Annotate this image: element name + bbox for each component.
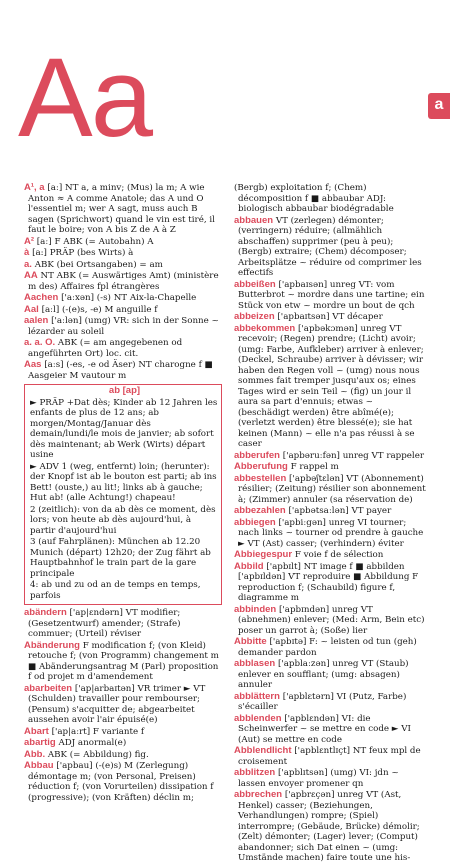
headword: aalen: [24, 315, 49, 326]
headword: Abbitte: [234, 636, 267, 647]
headword: abbrechen: [234, 789, 283, 800]
entry-definition: F voie f de sélection: [294, 550, 384, 560]
entry-definition: ['ap|arbaɪtən] VR trimer ► VT (Schulden) travailler pour rembourser; (Pensum) s'acquitter de; abgearbeitet aussehen avoir l'air épuisé(e): [28, 683, 206, 725]
entry-definition: ['apblɛndən] VI: die Scheinwerfer ~ se mettre en code ► VI (Aut) se mettre en code: [238, 713, 411, 745]
entry-definition: ['apbaɪsən] unreg VT: vom Butterbrot ~ mordre dans une tartine; ein Stück von etw ~ mordre un bout de qch: [238, 279, 425, 311]
entry-list: [234, 183, 426, 864]
headword: Abänderung: [24, 639, 80, 651]
dictionary-entry: [24, 608, 222, 640]
entry-definition: ['apbəʃtɛlən] VT (Abonnement) résilier; (Zeitung) résilier son abonnement à; (Zimmer) annuler (sa réservation de): [238, 473, 426, 505]
entry-definition: F rappel m: [290, 462, 339, 472]
dictionary-entry: [234, 518, 426, 550]
sense-paragraph: 2 (zeitlich): von da ab dès ce moment, dès lors; von heute ab dès aujourd'hui, à partir d'aujourd'hui: [30, 504, 216, 536]
entry-definition: ABK (bei Ortsangaben) = am: [34, 259, 163, 270]
dictionary-entry: [234, 605, 426, 637]
entry-definition: ['apblɛtərn] VI (Putz, Farbe) s'écailler: [238, 691, 407, 712]
headword: Abart: [24, 725, 49, 737]
headword: abbezahlen: [234, 505, 286, 516]
entry-definition: ['apblɛntlɪçt] NT feux mpl de croisement: [238, 746, 421, 767]
dictionary-entry: [234, 637, 426, 658]
headword: A¹, a: [24, 182, 45, 193]
headword: abblenden: [234, 712, 282, 724]
dictionary-entry: [24, 260, 222, 271]
dictionary-entry: [234, 692, 426, 713]
entry-definition: ['apbɪndən] unreg VT (abnehmen) enlever; (Med: Arm, Bein etc) poser un garrot à; (Soße) lier: [238, 604, 425, 636]
entry-definition: ['ap|aːrt] F variante f: [51, 726, 145, 737]
dictionary-entry: [24, 360, 222, 381]
dictionary-entry: [234, 562, 426, 604]
dictionary-entry: [234, 183, 426, 215]
headword: Aas: [24, 359, 42, 370]
headword: abarbeiten: [24, 682, 73, 694]
entry-definition: ['apblɪtsən] (umg) VI: jdn ~ lassen envoyer promener qn: [238, 768, 399, 789]
dictionary-entry: [24, 293, 222, 304]
headword: Abbau: [24, 760, 54, 771]
entry-definition: ['aːxən] (-s) NT Aix-la-Chapelle: [61, 293, 197, 303]
entry-definition: ['apblaːzən] unreg VT (Staub) enlever en soufflant; (umg: absagen) annuler: [238, 659, 409, 690]
entry-definition: ['aːlən] (umg) VR: sich in der Sonne ~ lézarder au soleil: [28, 316, 219, 337]
entry-definition: ['apbɪlt] NT image f ■ abbilden ['apbɪldən] VT reproduire ■ Abbildung F reproduction f; (Schaubild) figure f, diagramme m: [238, 561, 419, 603]
entry-list: [24, 183, 222, 381]
headword: à: [24, 247, 30, 258]
entry-definition: ['apbaɪtsən] VT décaper: [277, 312, 383, 322]
dictionary-entry: [24, 738, 222, 749]
entry-definition: ['apbau] (-(e)s) M (Zerlegung) démontage m; (von Personal, Preisen) réduction f; (von Vorurteilen) dissipation f (progressive); (von Kräften) déclin m;: [28, 761, 214, 803]
headword: abblasen: [234, 658, 276, 669]
headword: a.: [24, 258, 32, 270]
entry-definition: ABK (= Abbildung) fig.: [47, 749, 149, 760]
entry-definition: [aː] F ABK (= Autobahn) A: [36, 236, 154, 247]
headword: A²: [24, 235, 35, 247]
dictionary-entry: [234, 312, 426, 323]
headword: Aal: [24, 303, 39, 315]
headword: abartig: [24, 737, 56, 748]
dictionary-entry: [24, 271, 222, 292]
dictionary-entry: [234, 768, 426, 789]
dictionary-entry: [234, 280, 426, 312]
dictionary-entry: [24, 727, 222, 738]
headword: abbinden: [234, 603, 277, 615]
ab-entry-box: [24, 384, 222, 605]
dictionary-entry: [234, 474, 426, 506]
headword: abändern: [24, 607, 67, 618]
left-column: [24, 183, 222, 804]
entry-definition: ['apbətsaːlən] VT payer: [288, 506, 392, 516]
entry-definition: [a:] PRÄP (bes Wirts) à: [32, 248, 134, 258]
entry-definition: ['apbiːgən] unreg VI tourner; nach links ~ tourner od prendre à gauche ► VT (Ast) casser; (verhindern) éviter: [238, 517, 424, 549]
dictionary-entry: [24, 237, 222, 248]
dictionary-entry: [24, 316, 222, 337]
entry-definition: ['ap|ɛndərn] VT modifier; (Gesetzentwurf) amender; (Strafe) commuer; (Urteil) réviser: [28, 608, 181, 639]
headword: abbekommen: [234, 322, 296, 334]
sense-paragraph: ► PRÄP +Dat dès; Kinder ab 12 Jahren les enfants de plus de 12 ans; ab morgen/Montag/Januar dès demain/lundi/le mois de janvier; ab sofort dès maintenant; ab Werk (Wirts) départ usine: [30, 397, 218, 460]
sense-paragraph: 4: ab und zu od an de temps en temps, parfois: [30, 580, 201, 601]
dictionary-entry: [234, 659, 426, 691]
headword: Aachen: [24, 292, 59, 303]
dictionary-entry: [234, 462, 426, 473]
dictionary-entry: [234, 550, 426, 561]
headword: abbestellen: [234, 472, 287, 484]
headword: AA: [24, 270, 38, 281]
dictionary-entry: [234, 506, 426, 517]
headword: Abblendlicht: [234, 745, 292, 756]
dictionary-entry: [24, 305, 222, 316]
right-column: [234, 183, 426, 865]
entry-definition: VT (zerlegen) démonter; (verringern) réduire; (allmählich abschaffen) supprimer (peu à peu); (Bergb) extraire; (Chem) décomposer; Arbeitsplätze ~ réduire od comprimer les effectifs: [238, 215, 422, 278]
entry-definition: ['apbrɛçən] unreg VT (Ast, Henkel) casser; (Beziehungen, Verhandlungen) rompre; (Spiel) interrompre; (Gebäude, Brücke) démolir; (Zelt) démonter; (Lager) lever; (Comput) abandonner; sich Dat einen ~ (umg: Umstände machen) faire toute une his-: [238, 790, 420, 863]
dictionary-entry: [24, 248, 222, 259]
entry-definition: ['apbəruːfən] unreg VT rappeler: [282, 450, 425, 461]
dictionary-entry: [234, 714, 426, 746]
entry-definition: ABK (= am angegebenen od angeführten Ort) loc. cit.: [28, 338, 183, 359]
dictionary-entry: [234, 746, 426, 767]
entry-definition: F modification f; (von Kleid) retouche f; (von Programm) changement m ■ Abänderungsantrag M (Parl) proposition f od projet m d'amendement: [28, 640, 219, 682]
entry-definition: ['apbəkɔmən] unreg VT recevoir; (Regen) prendre; (Licht) avoir; (umg: Farbe, Aufkleber) arriver à enlever; (Deckel, Schraube) arriver à dévisser; wir haben den Regen voll ~ (umg) nous nous sommes fait tremper jusqu'aux os; eines Tages wird er sein Teil ~ (fig) un jour il aura sa part d'ennuis; etwas ~ (beschädigt werden) être abîmé(e); (verletzt werden) être blessé(e); sie hat keinen (Mann) ~ elle n'a pas réussi à se caser: [238, 323, 424, 449]
sense-paragraph: ► ADV 1 (weg, entfernt) loin; (herunter): der Knopf ist ab le bouton est parti; ab ins Bett! (ouste,) au lit!; links ab à gauche; Hut ab! (alle Achtung!) chapeau!: [30, 461, 217, 503]
entry-definition: (Bergb) exploitation f; (Chem) décomposition f ■ abbaubar ADJ: biologisch abbaubar biodégradable: [234, 183, 394, 214]
entry-definition: ['apbɪtə] F: ~ leisten od tun (geh) demander pardon: [238, 637, 417, 658]
headword: abbeißen: [234, 278, 276, 290]
dictionary-entry: [234, 790, 426, 864]
dictionary-entry: [24, 338, 222, 359]
dictionary-entry: [234, 324, 426, 450]
headword: Abbiegespur: [234, 549, 293, 560]
headword: abbauen: [234, 214, 274, 226]
section-letters: Aa: [18, 35, 151, 160]
dictionary-entry: [24, 761, 222, 803]
dictionary-entry: [24, 641, 222, 683]
dictionary-entry: [24, 750, 222, 761]
dictionary-entry: [234, 216, 426, 279]
box-title: ab [ap]: [108, 385, 141, 396]
headword: Abb.: [24, 748, 46, 760]
entry-definition: [aːl] (-(e)s, -e) M anguille f: [41, 304, 158, 315]
dictionary-entry: [24, 183, 222, 236]
sense-paragraph: 3 (auf Fahrplänen): München ab 12.20 Munich (départ) 12h20; der Zug fährt ab Hauptbahnhof le train part de la gare principale: [30, 537, 211, 579]
entry-definition: [aː] NT a, a minv; (Mus) la m; A wie Anton ≈ A comme Anatole; das A und O l'essentiel m; wer A sagt, muss auch B sagen (Sprichwort) quand le vin est tiré, il faut le boire; von A bis Z de A à Z: [28, 183, 215, 235]
alphabet-thumb-tab[interactable]: a: [428, 93, 450, 119]
headword: abberufen: [234, 449, 280, 461]
headword: abblättern: [234, 690, 280, 702]
entry-definition: NT ABK (= Auswärtiges Amt) (ministère m des) Affaires fpl étrangères: [28, 271, 219, 292]
headword: abbeizen: [234, 311, 275, 322]
headword: Abbild: [234, 560, 264, 572]
headword: Abberufung: [234, 461, 288, 472]
entry-definition: [aːs] (-es, -e od Äser) NT charogne f ■ Aasgeier M vautour m: [28, 360, 213, 381]
headword: abbiegen: [234, 516, 276, 528]
entry-definition: ADJ anormal(e): [58, 738, 127, 748]
headword: a. a. O.: [24, 337, 56, 348]
entry-list: [24, 608, 222, 803]
box-body: [30, 398, 219, 602]
headword: abblitzen: [234, 767, 276, 778]
dictionary-entry: [234, 451, 426, 462]
dictionary-entry: [24, 684, 222, 726]
